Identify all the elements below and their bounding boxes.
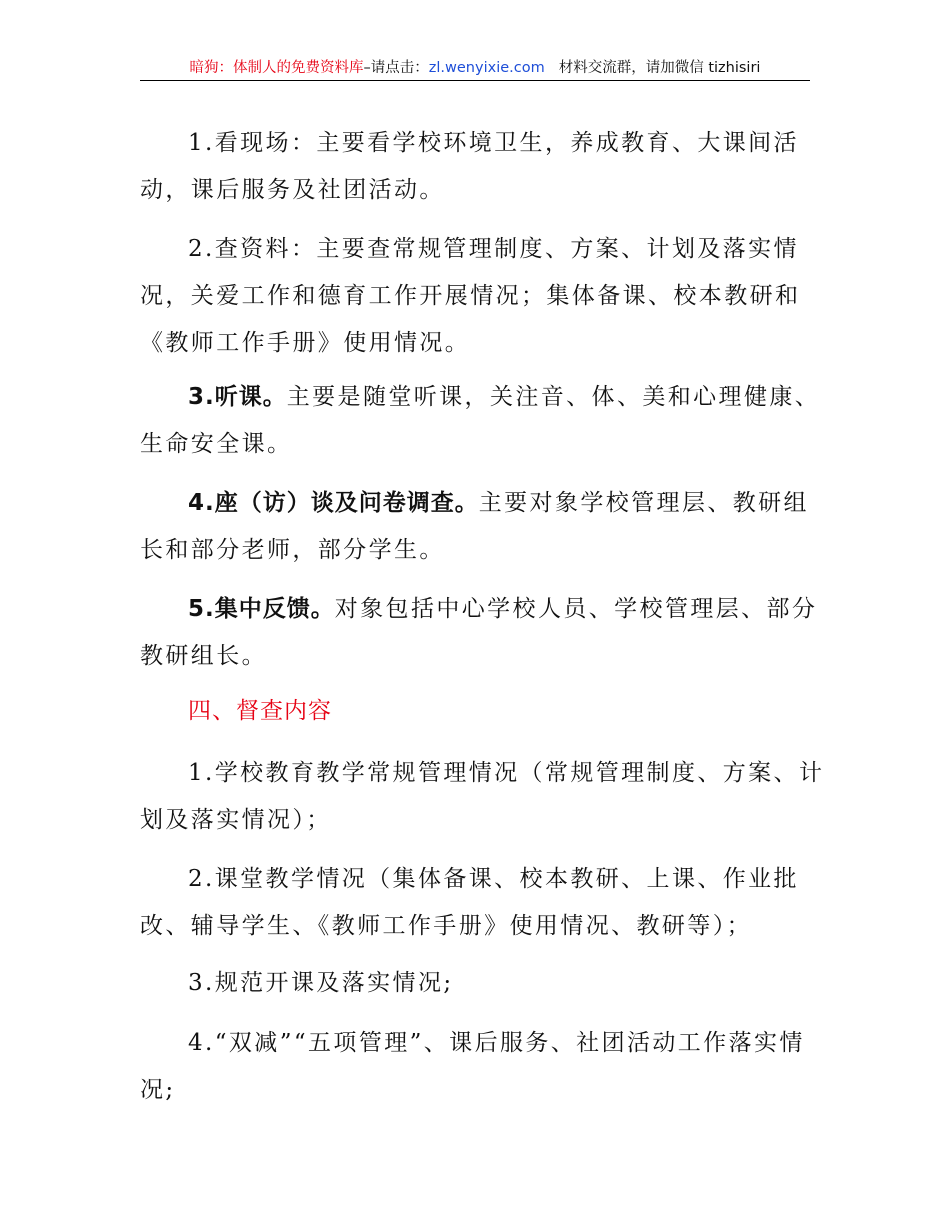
method-item-1 xyxy=(140,120,830,214)
method-item-text: 2.查资料：主要查常规管理制度、方案、计划及落实情况，关爱工作和德育工作开展情况；集体备课、校本教研和《教师工作手册》使用情况。 xyxy=(140,236,801,356)
method-item-text: 主要是随堂听课，关注音、体、美和心理健康、生命安全课。 xyxy=(140,384,821,457)
content-item-text: 3.规范开课及落实情况; xyxy=(188,970,454,996)
method-item-5 xyxy=(140,586,830,680)
method-item-text: 主要对象学校管理层、教研组长和部分老师，部分学生。 xyxy=(140,490,809,563)
header-click-prompt: –请点击： xyxy=(363,60,429,76)
method-item-title: 4.座（访）谈及问卷调查。 xyxy=(188,490,479,516)
method-item-2 xyxy=(140,226,830,367)
page-header xyxy=(140,56,810,81)
header-url-link[interactable]: zl.wenyixie.com xyxy=(428,60,545,76)
header-group-text: 材料交流群，请加微信 tizhisiri xyxy=(558,60,761,76)
method-item-title: 3.听课。 xyxy=(188,384,287,410)
method-item-3 xyxy=(140,374,830,468)
content-item-2 xyxy=(140,856,830,950)
method-item-4 xyxy=(140,480,830,574)
method-item-text: 1.看现场：主要看学校环境卫生，养成教育、大课间活动，课后服务及社团活动。 xyxy=(140,130,799,203)
header-site-label: 暗狗：体制人的免费资料库 xyxy=(189,60,364,76)
content-item-1 xyxy=(140,750,830,844)
content-item-3 xyxy=(140,960,830,1007)
method-item-title: 5.集中反馈。 xyxy=(188,596,335,622)
section-heading: 四、督查内容 xyxy=(188,698,332,724)
content-item-text: 2.课堂教学情况（集体备课、校本教研、上课、作业批改、辅导学生、《教师工作手册》使用情况、教研等）； xyxy=(140,866,799,939)
content-item-text: 1.学校教育教学常规管理情况（常规管理制度、方案、计划及落实情况）； xyxy=(140,760,825,833)
content-item-4 xyxy=(140,1020,830,1114)
method-item-text: 对象包括中心学校人员、学校管理层、部分教研组长。 xyxy=(140,596,818,669)
content-item-text: 4.“双减”“五项管理”、课后服务、社团活动工作落实情况; xyxy=(140,1030,805,1103)
